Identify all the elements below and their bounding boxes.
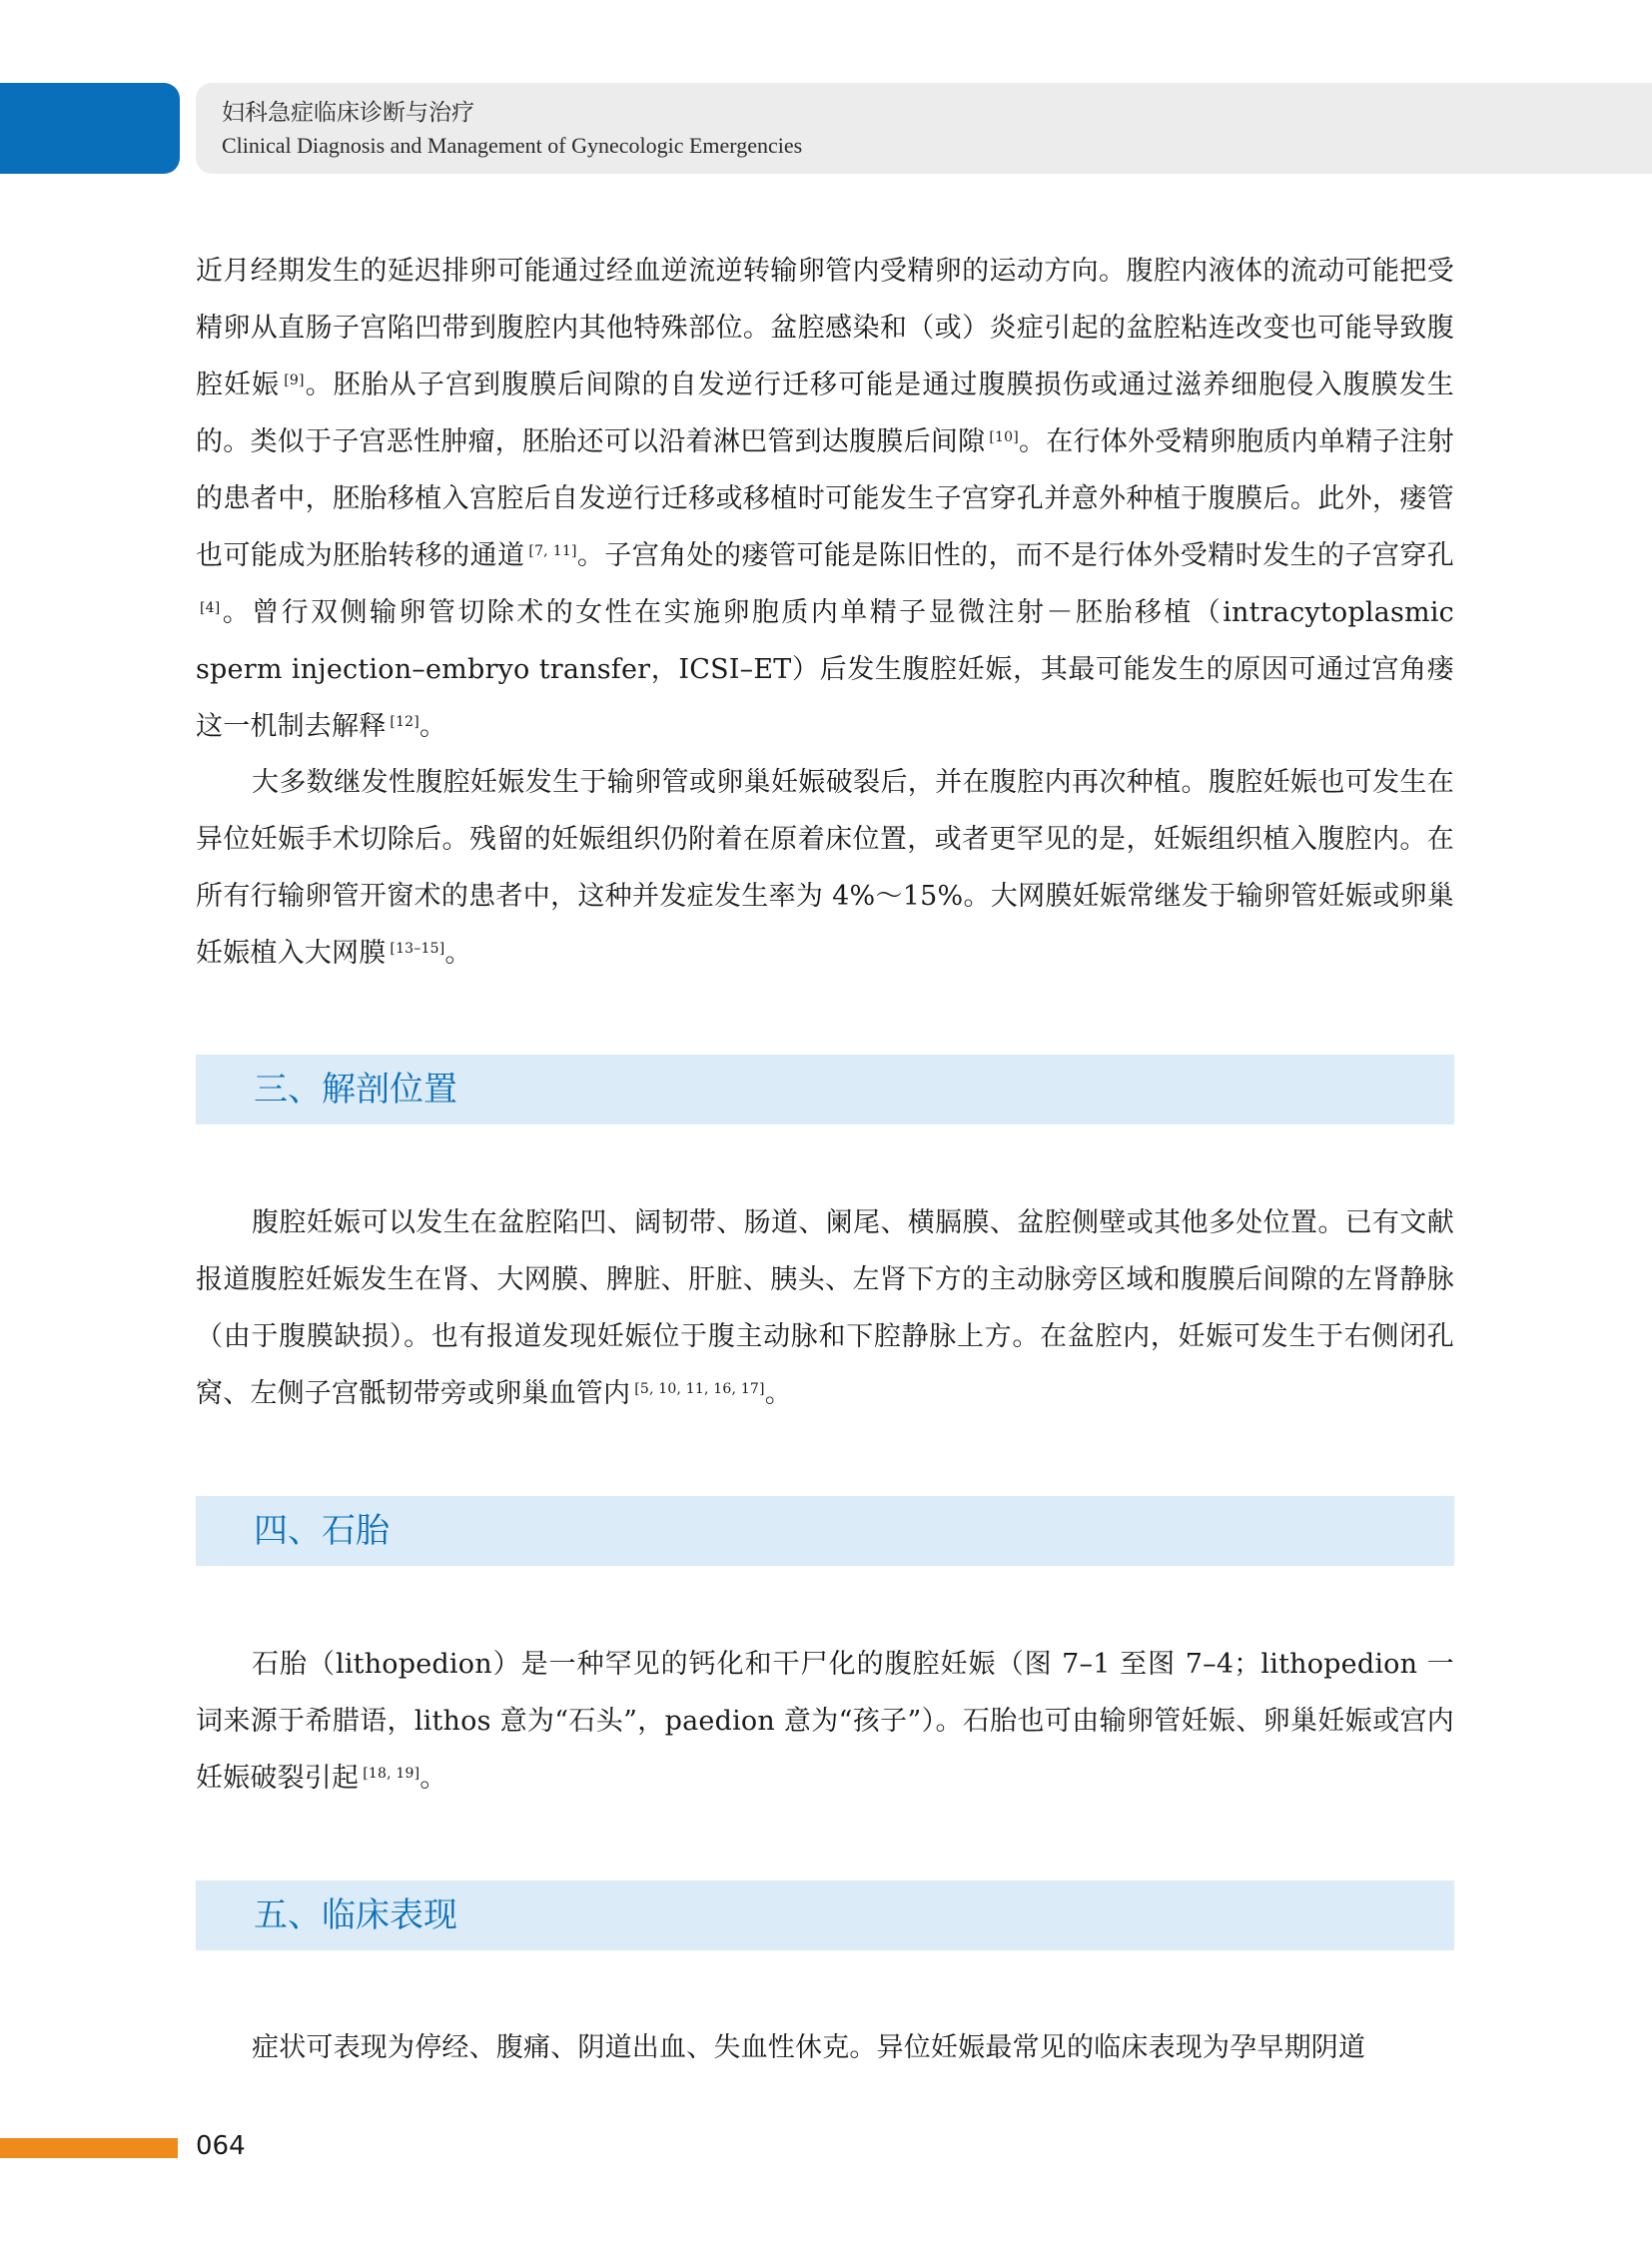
- text-run: 。: [764, 1378, 792, 1409]
- text-run: 近月经期发生的延迟排卵可能通过经血逆流逆转输卵管内受精卵的运动方向。腹腔内液体的流动可能把受精卵从直肠子宫陷凹带到腹腔内其他特殊部位。盆腔感染和（或）炎症引起的盆腔粘连改变也可能导致腹腔妊娠: [196, 256, 1454, 400]
- book-title-chinese: 妇科急症临床诊断与治疗: [222, 100, 474, 126]
- paragraph-2: [196, 754, 1454, 982]
- text-run: 。曾行双侧输卵管切除术的女性在实施卵胞质内单精子显微注射－胚胎移植（intracytoplasmic sperm injection–embryo transfer，ICSI–ET）后发生腹腔妊娠，其最可能发生的原因可通过宫角瘘这一机制去解释: [196, 597, 1454, 742]
- section-heading-clinical-manifestation: [196, 1880, 1454, 1950]
- text-run: 腹腔妊娠可以发生在盆腔陷凹、阔韧带、肠道、阑尾、横膈膜、盆腔侧壁或其他多处位置。已有文献报道腹腔妊娠发生在肾、大网膜、脾脏、肝脏、胰头、左肾下方的主动脉旁区域和腹膜后间隙的左肾静脉（由于腹膜缺损）。也有报道发现妊娠位于腹主动脉和下腔静脉上方。在盆腔内，妊娠可发生于右侧闭孔窝、左侧子宫骶韧带旁或卵巢血管内: [196, 1207, 1454, 1409]
- text-run: 。子宫角处的瘘管可能是陈旧性的，而不是行体外受精时发生的子宫穿孔: [576, 540, 1454, 571]
- section-heading-lithopedion: [196, 1496, 1454, 1566]
- section-heading-anatomic-location: [196, 1055, 1454, 1124]
- text-run: 。: [419, 1763, 447, 1794]
- section-title: 三、解剖位置: [254, 1070, 457, 1110]
- paragraph-3: [196, 1194, 1454, 1422]
- citation-ref: [7, 11]: [528, 543, 577, 559]
- text-run: 。: [444, 938, 472, 969]
- text-run: 。胚胎从子宫到腹膜后间隙的自发逆行迁移可能是通过腹膜损伤或通过滋养细胞侵入腹膜发生的。类似于子宫恶性肿瘤，胚胎还可以沿着淋巴管到达腹膜后间隙: [196, 370, 1454, 457]
- section-title: 五、临床表现: [254, 1895, 457, 1935]
- citation-ref: [12]: [390, 714, 419, 730]
- paragraph-5: [196, 2019, 1454, 2076]
- citation-ref: [4]: [200, 600, 221, 616]
- citation-ref: [18, 19]: [363, 1766, 420, 1782]
- citation-ref: [10]: [989, 429, 1019, 445]
- paragraph-4: [196, 1636, 1454, 1807]
- citation-ref: [9]: [284, 373, 305, 388]
- text-run: 。: [418, 711, 447, 742]
- text-run: 大多数继发性腹腔妊娠发生于输卵管或卵巢妊娠破裂后，并在腹腔内再次种植。腹腔妊娠也可发生在异位妊娠手术切除后。残留的妊娠组织仍附着在原着床位置，或者更罕见的是，妊娠组织植入腹腔内。在所有行输卵管开窗术的患者中，这种并发症发生率为 4%～15%。大网膜妊娠常继发于输卵管妊娠或卵巢妊娠植入大网膜: [196, 767, 1454, 969]
- section-title: 四、石胎: [254, 1511, 390, 1551]
- page-number: 064: [196, 2131, 246, 2161]
- paragraph-1: [196, 243, 1454, 755]
- book-title-english: Clinical Diagnosis and Management of Gynecologic Emergencies: [222, 133, 803, 158]
- text-run: 。在行体外受精卵胞质内单精子注射的患者中，胚胎移植入宫腔后自发逆行迁移或移植时可能发生子宫穿孔并意外种植于腹膜后。此外，瘘管也可能成为胚胎转移的通道: [196, 426, 1454, 571]
- text-run: 石胎（lithopedion）是一种罕见的钙化和干尸化的腹腔妊娠（图 7–1 至图 7–4；lithopedion 一词来源于希腊语，lithos 意为“石头”，paedion 意为“孩子”）。石胎也可由输卵管妊娠、卵巢妊娠或宫内妊娠破裂引起: [196, 1649, 1454, 1794]
- footer-orange-bar: [0, 2138, 178, 2158]
- header-blue-tab: [0, 83, 180, 174]
- citation-ref: [13–15]: [390, 941, 445, 957]
- citation-ref: [5, 10, 11, 16, 17]: [634, 1381, 765, 1397]
- text-run: 症状可表现为停经、腹痛、阴道出血、失血性休克。异位妊娠最常见的临床表现为孕早期阴道: [252, 2032, 1366, 2063]
